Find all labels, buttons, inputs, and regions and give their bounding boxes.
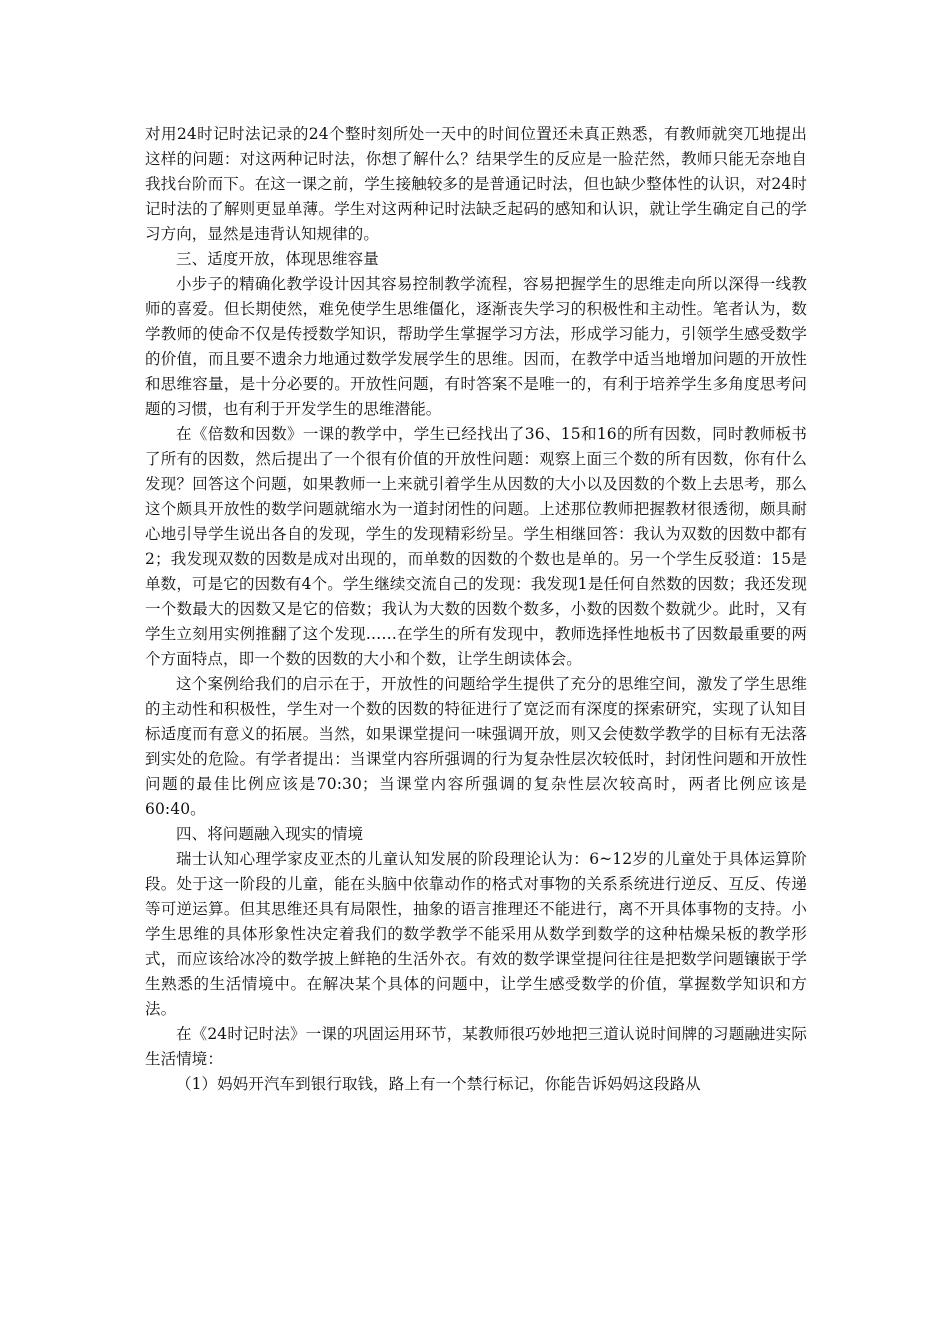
section-heading: 三、适度开放，体现思维容量 <box>176 250 379 268</box>
paragraph: （1）妈妈开汽车到银行取钱，路上有一个禁行标记，你能告诉妈妈这段路从 <box>176 1075 701 1093</box>
section-heading: 四、将问题融入现实的情境 <box>176 825 364 843</box>
document-body <box>145 122 807 1097</box>
paragraph: 在《倍数和因数》一课的教学中，学生已经找出了36、15和16的所有因数，同时教师板书了所有的因数，然后提出了一个很有价值的开放性问题：观察上面三个数的所有因数，你有什么发现？回答这个问题，如果教师一上来就引着学生从因数的大小以及因数的个数上去思考，那么这个颇具开放性的数学问题就缩水为一道封闭性的问题。上述那位教师把握教材很透彻，颇具耐心地引导学生说出各自的发现，学生的发现精彩纷呈。学生相继回答：我认为双数的因数中都有2；我发现双数的因数是成对出现的，而单数的因数的个数也是单的。另一个学生反驳道：15是单数，可是它的因数有4个。学生继续交流自己的发现：我发现1是任何自然数的因数；我还发现一个数最大的因数又是它的倍数；我认为大数的因数个数多，小数的因数个数就少。此时，又有学生立刻用实例推翻了这个发现……在学生的所有发现中，教师选择性地板书了因数最重要的两个方面特点，即一个数的因数的大小和个数，让学生朗读体会。 <box>145 425 807 668</box>
paragraph: 在《24时记时法》一课的巩固运用环节，某教师很巧妙地把三道认说时间牌的习题融进实际生活情境： <box>145 1025 807 1068</box>
paragraph: 瑞士认知心理学家皮亚杰的儿童认知发展的阶段理论认为：6~12岁的儿童处于具体运算阶段。处于这一阶段的儿童，能在头脑中依靠动作的格式对事物的关系系统进行逆反、互反、传递等可逆运算。但其思维还具有局限性，抽象的语言推理还不能进行，离不开具体事物的支持。小学生思维的具体形象性决定着我们的数学教学不能采用从数学到数学的这种枯燥呆板的教学形式，而应该给冰冷的数学披上鲜艳的生活外衣。有效的数学课堂提问往往是把数学问题镶嵌于学生熟悉的生活情境中。在解决某个具体的问题中，让学生感受数学的价值，掌握数学知识和方法。 <box>145 850 807 1018</box>
paragraph: 小步子的精确化教学设计因其容易控制教学流程，容易把握学生的思维走向所以深得一线教师的喜爱。但长期使然，难免使学生思维僵化，逐渐丧失学习的积极性和主动性。笔者认为，数学教师的使命不仅是传授数学知识，帮助学生掌握学习方法，形成学习能力，引领学生感受数学的价值，而且要不遗余力地通过数学发展学生的思维。因而，在教学中适当地增加问题的开放性和思维容量，是十分必要的。开放性问题，有时答案不是唯一的，有利于培养学生多角度思考问题的习惯，也有利于开发学生的思维潜能。 <box>145 275 807 418</box>
paragraph: 这个案例给我们的启示在于，开放性的问题给学生提供了充分的思维空间，激发了学生思维的主动性和积极性，学生对一个数的因数的特征进行了宽泛而有深度的探索研究，实现了认知目标适度而有意义的拓展。当然，如果课堂提问一味强调开放，则又会使数学教学的目标有无法落到实处的危险。有学者提出：当课堂内容所强调的行为复杂性层次较低时，封闭性问题和开放性问题的最佳比例应该是70:30；当课堂内容所强调的复杂性层次较高时，两者比例应该是60:40。 <box>145 675 807 818</box>
paragraph: 对用24时记时法记录的24个整时刻所处一天中的时间位置还未真正熟悉，有教师就突兀地提出这样的问题：对这两种记时法，你想了解什么？结果学生的反应是一脸茫然，教师只能无奈地自我找台阶而下。在这一课之前，学生接触较多的是普通记时法，但也缺少整体性的认识，对24时记时法的了解则更显单薄。学生对这两种记时法缺乏起码的感知和认识，就让学生确定自己的学习方向，显然是违背认知规律的。 <box>145 125 807 243</box>
